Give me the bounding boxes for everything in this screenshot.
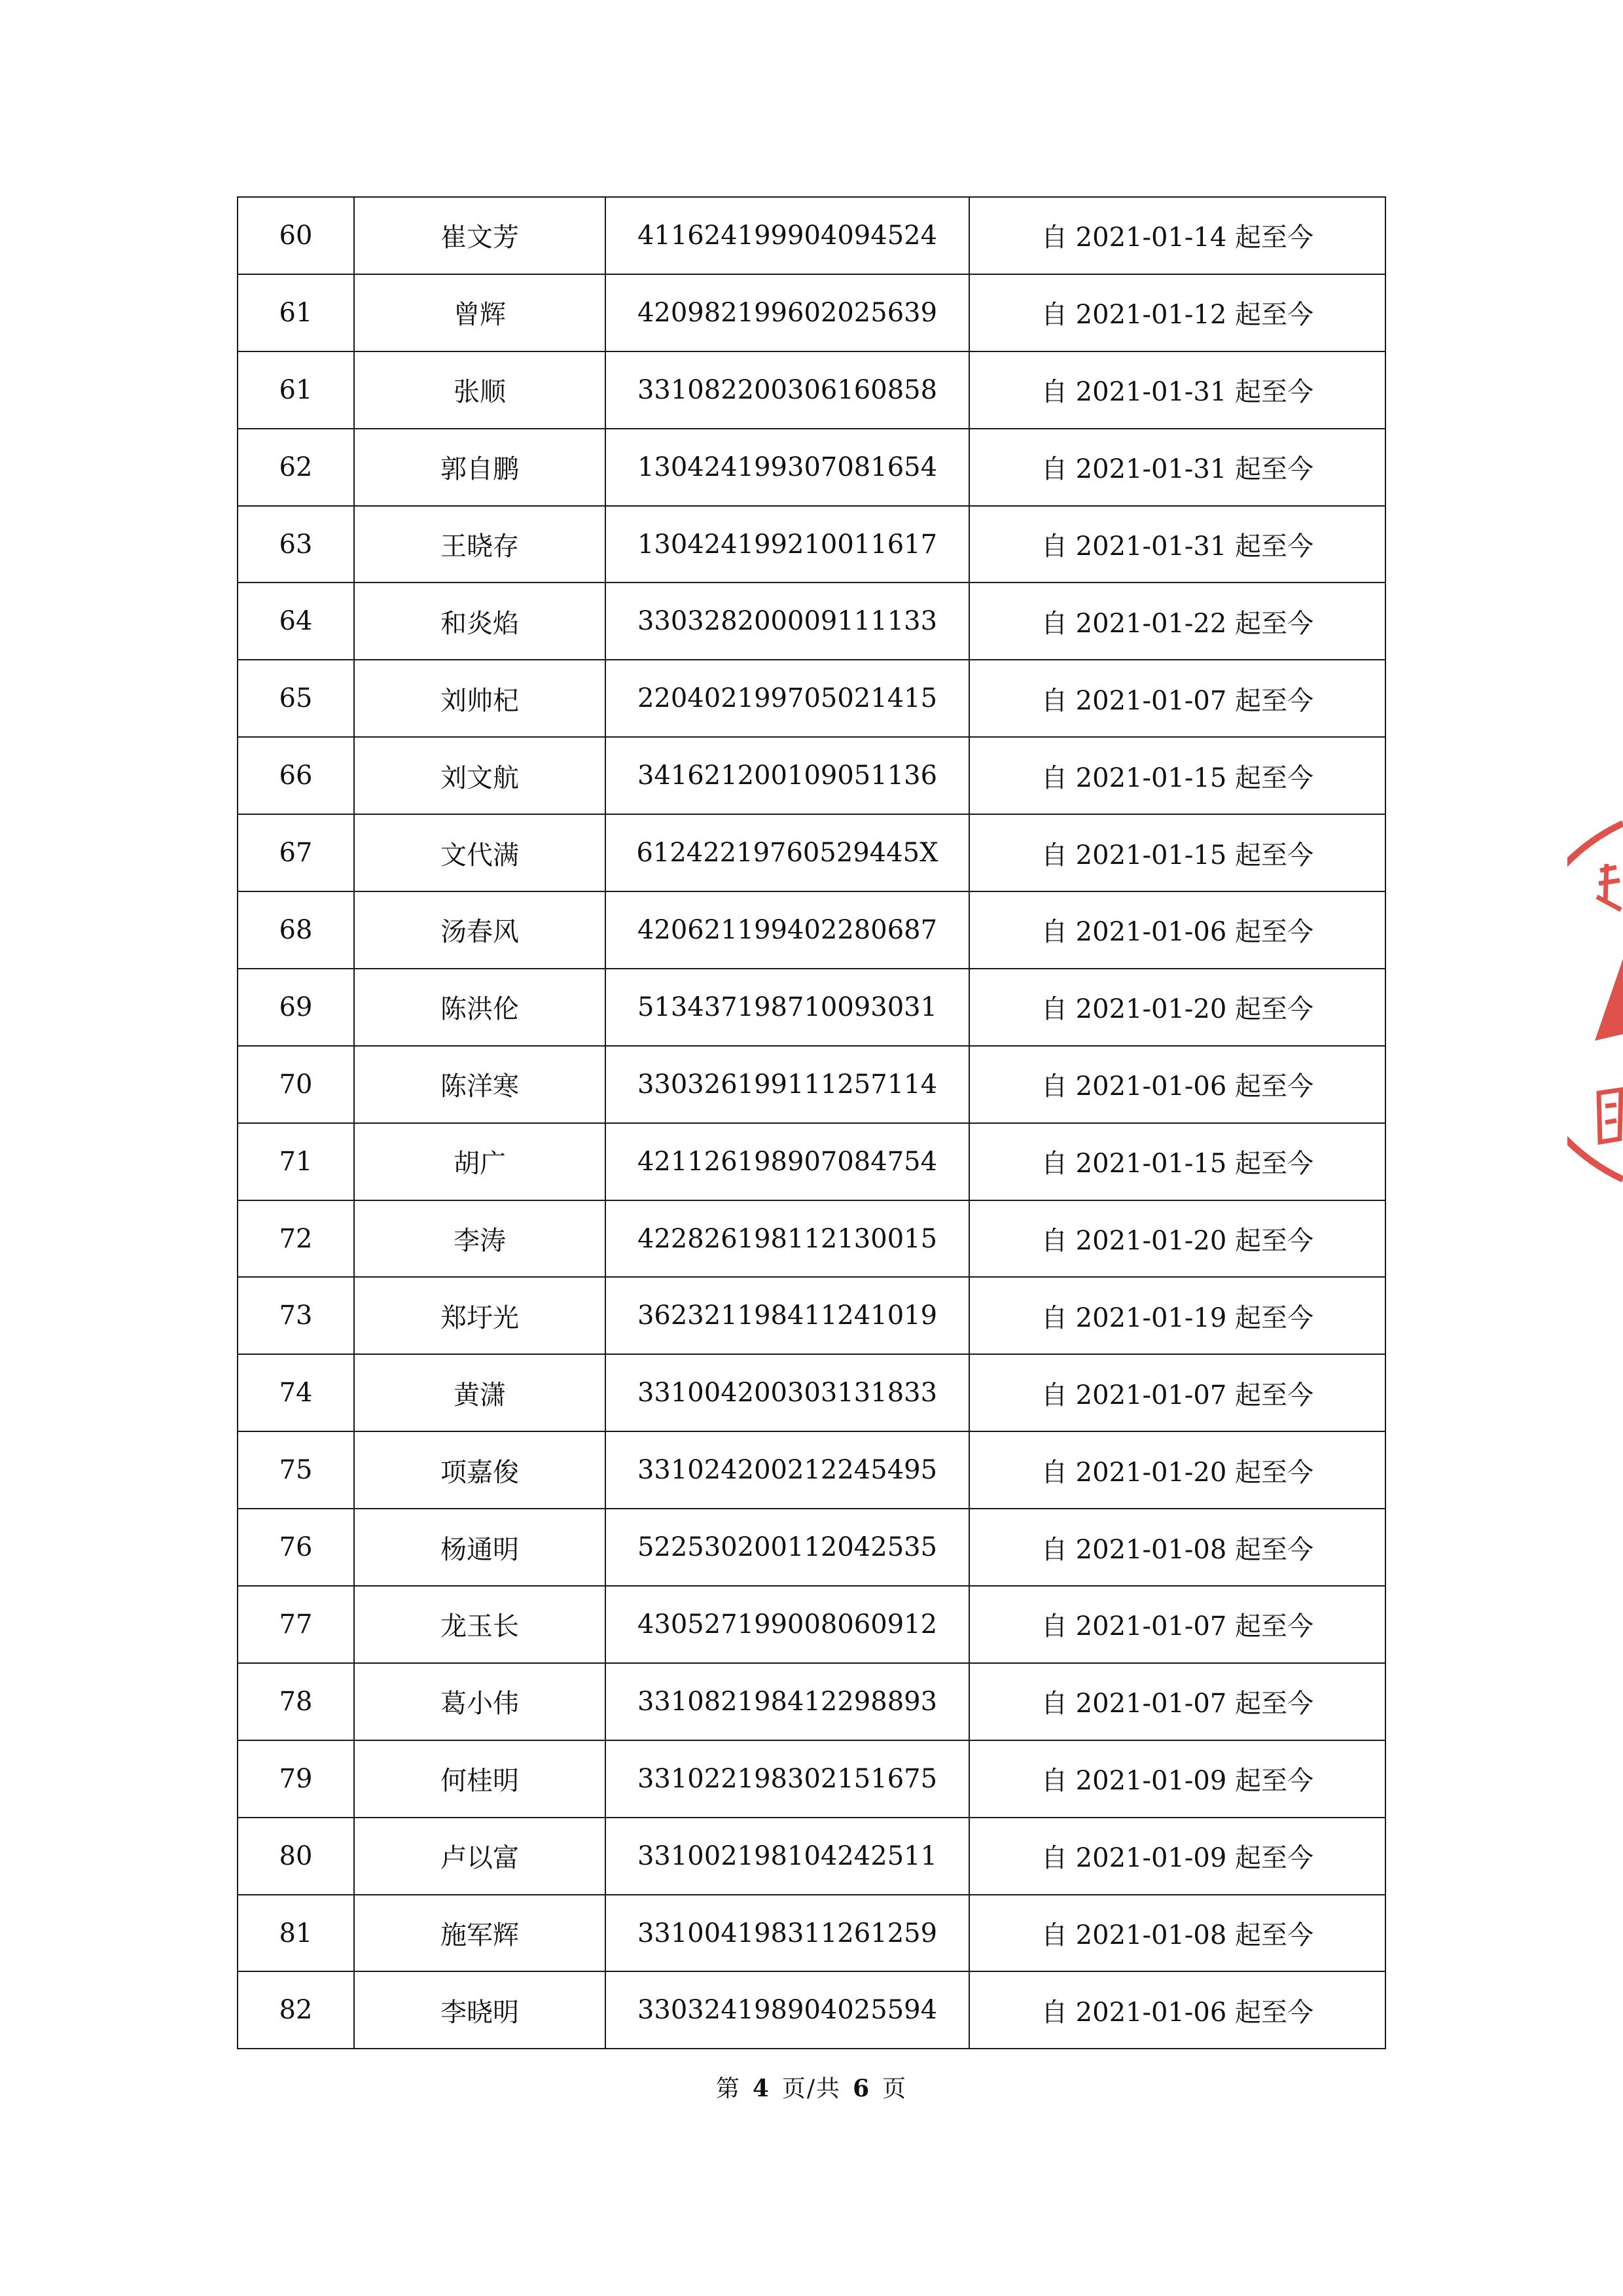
id-number-cell: 330328200009111133 (605, 583, 969, 660)
name-cell: 项嘉俊 (354, 1431, 605, 1509)
row-number-cell: 65 (238, 660, 354, 737)
name-cell: 杨通明 (354, 1509, 605, 1586)
id-number-cell: 220402199705021415 (605, 660, 969, 737)
period-cell: 自 2021-01-31 起至今 (969, 506, 1385, 583)
table-row (238, 1740, 1385, 1818)
period-cell: 自 2021-01-31 起至今 (969, 429, 1385, 506)
name-cell: 黄潇 (354, 1354, 605, 1431)
table-row (238, 583, 1385, 660)
row-number-cell: 77 (238, 1586, 354, 1663)
id-number-cell: 331004198311261259 (605, 1895, 969, 1972)
name-cell: 李涛 (354, 1200, 605, 1278)
id-number-cell: 341621200109051136 (605, 737, 969, 814)
row-number-cell: 75 (238, 1431, 354, 1509)
row-number-cell: 67 (238, 814, 354, 891)
row-number-cell: 70 (238, 1046, 354, 1123)
period-cell: 自 2021-01-07 起至今 (969, 1354, 1385, 1431)
row-number-cell: 69 (238, 969, 354, 1046)
name-cell: 施军辉 (354, 1895, 605, 1972)
name-cell: 崔文芳 (354, 197, 605, 274)
period-cell: 自 2021-01-19 起至今 (969, 1277, 1385, 1354)
row-number-cell: 74 (238, 1354, 354, 1431)
period-cell: 自 2021-01-15 起至今 (969, 814, 1385, 891)
id-number-cell: 422826198112130015 (605, 1200, 969, 1278)
table-row (238, 1277, 1385, 1354)
table-row (238, 1200, 1385, 1278)
table-row (238, 1895, 1385, 1972)
period-cell: 自 2021-01-14 起至今 (969, 197, 1385, 274)
id-number-cell: 61242219760529445X (605, 814, 969, 891)
name-cell: 陈洋寒 (354, 1046, 605, 1123)
seal-star-icon (1595, 959, 1623, 1041)
period-cell: 自 2021-01-22 起至今 (969, 583, 1385, 660)
employee-table (237, 196, 1386, 2049)
row-number-cell: 82 (238, 1971, 354, 2049)
table-row (238, 1586, 1385, 1663)
period-cell: 自 2021-01-20 起至今 (969, 1200, 1385, 1278)
table-row (238, 891, 1385, 969)
row-number-cell: 60 (238, 197, 354, 274)
row-number-cell: 76 (238, 1509, 354, 1586)
id-number-cell: 331024200212245495 (605, 1431, 969, 1509)
table-row (238, 1663, 1385, 1740)
table-row (238, 1509, 1385, 1586)
period-cell: 自 2021-01-15 起至今 (969, 737, 1385, 814)
table-row (238, 1818, 1385, 1895)
id-number-cell: 421126198907084754 (605, 1123, 969, 1200)
id-number-cell: 362321198411241019 (605, 1277, 969, 1354)
row-number-cell: 73 (238, 1277, 354, 1354)
name-cell: 刘文航 (354, 737, 605, 814)
table-row (238, 1123, 1385, 1200)
row-number-cell: 72 (238, 1200, 354, 1278)
id-number-cell: 331082198412298893 (605, 1663, 969, 1740)
table-row (238, 969, 1385, 1046)
row-number-cell: 71 (238, 1123, 354, 1200)
id-number-cell: 331002198104242511 (605, 1818, 969, 1895)
row-number-cell: 61 (238, 351, 354, 429)
name-cell: 刘帅杞 (354, 660, 605, 737)
row-number-cell: 80 (238, 1818, 354, 1895)
row-number-cell: 81 (238, 1895, 354, 1972)
table-row (238, 1354, 1385, 1431)
page-footer (0, 2070, 1623, 2104)
name-cell: 张顺 (354, 351, 605, 429)
id-number-cell: 513437198710093031 (605, 969, 969, 1046)
footer-middle: 页/共 (781, 2075, 842, 2102)
period-cell: 自 2021-01-15 起至今 (969, 1123, 1385, 1200)
footer-prefix: 第 (715, 2075, 741, 2102)
name-cell: 陈洪伦 (354, 969, 605, 1046)
official-seal-stamp (1567, 818, 1623, 1185)
id-number-cell: 330326199111257114 (605, 1046, 969, 1123)
table-row (238, 429, 1385, 506)
id-number-cell: 331022198302151675 (605, 1740, 969, 1818)
period-cell: 自 2021-01-08 起至今 (969, 1895, 1385, 1972)
table-row (238, 737, 1385, 814)
id-number-cell: 522530200112042535 (605, 1509, 969, 1586)
current-page-number: 4 (752, 2075, 770, 2102)
name-cell: 曾辉 (354, 274, 605, 351)
period-cell: 自 2021-01-07 起至今 (969, 1586, 1385, 1663)
table-row (238, 1971, 1385, 2049)
id-number-cell: 411624199904094524 (605, 197, 969, 274)
name-cell: 王晓存 (354, 506, 605, 583)
period-cell: 自 2021-01-07 起至今 (969, 1663, 1385, 1740)
period-cell: 自 2021-01-20 起至今 (969, 969, 1385, 1046)
id-number-cell: 420982199602025639 (605, 274, 969, 351)
id-number-cell: 430527199008060912 (605, 1586, 969, 1663)
row-number-cell: 78 (238, 1663, 354, 1740)
row-number-cell: 61 (238, 274, 354, 351)
id-number-cell: 330324198904025594 (605, 1971, 969, 2049)
name-cell: 文代满 (354, 814, 605, 891)
period-cell: 自 2021-01-06 起至今 (969, 1971, 1385, 2049)
period-cell: 自 2021-01-09 起至今 (969, 1740, 1385, 1818)
row-number-cell: 79 (238, 1740, 354, 1818)
row-number-cell: 64 (238, 583, 354, 660)
table-row (238, 351, 1385, 429)
row-number-cell: 68 (238, 891, 354, 969)
id-number-cell: 331082200306160858 (605, 351, 969, 429)
name-cell: 和炎焰 (354, 583, 605, 660)
table-row (238, 660, 1385, 737)
name-cell: 胡广 (354, 1123, 605, 1200)
seal-glyph-top (1597, 864, 1621, 910)
footer-suffix: 页 (882, 2075, 908, 2102)
table-row (238, 1046, 1385, 1123)
name-cell: 李晓明 (354, 1971, 605, 2049)
name-cell: 汤春风 (354, 891, 605, 969)
row-number-cell: 63 (238, 506, 354, 583)
name-cell: 郑圩光 (354, 1277, 605, 1354)
id-number-cell: 331004200303131833 (605, 1354, 969, 1431)
period-cell: 自 2021-01-06 起至今 (969, 1046, 1385, 1123)
period-cell: 自 2021-01-08 起至今 (969, 1509, 1385, 1586)
name-cell: 何桂明 (354, 1740, 605, 1818)
table-row (238, 274, 1385, 351)
employee-table-body (238, 197, 1385, 2049)
period-cell: 自 2021-01-07 起至今 (969, 660, 1385, 737)
total-page-number: 6 (853, 2075, 871, 2102)
id-number-cell: 130424199307081654 (605, 429, 969, 506)
period-cell: 自 2021-01-20 起至今 (969, 1431, 1385, 1509)
table-row (238, 814, 1385, 891)
period-cell: 自 2021-01-31 起至今 (969, 351, 1385, 429)
table-row (238, 1431, 1385, 1509)
row-number-cell: 66 (238, 737, 354, 814)
table-row (238, 197, 1385, 274)
id-number-cell: 420621199402280687 (605, 891, 969, 969)
period-cell: 自 2021-01-09 起至今 (969, 1818, 1385, 1895)
table-row (238, 506, 1385, 583)
period-cell: 自 2021-01-12 起至今 (969, 274, 1385, 351)
id-number-cell: 130424199210011617 (605, 506, 969, 583)
name-cell: 葛小伟 (354, 1663, 605, 1740)
name-cell: 卢以富 (354, 1818, 605, 1895)
name-cell: 龙玉长 (354, 1586, 605, 1663)
name-cell: 郭自鹏 (354, 429, 605, 506)
period-cell: 自 2021-01-06 起至今 (969, 891, 1385, 969)
row-number-cell: 62 (238, 429, 354, 506)
seal-glyph-bottom (1599, 1090, 1621, 1142)
